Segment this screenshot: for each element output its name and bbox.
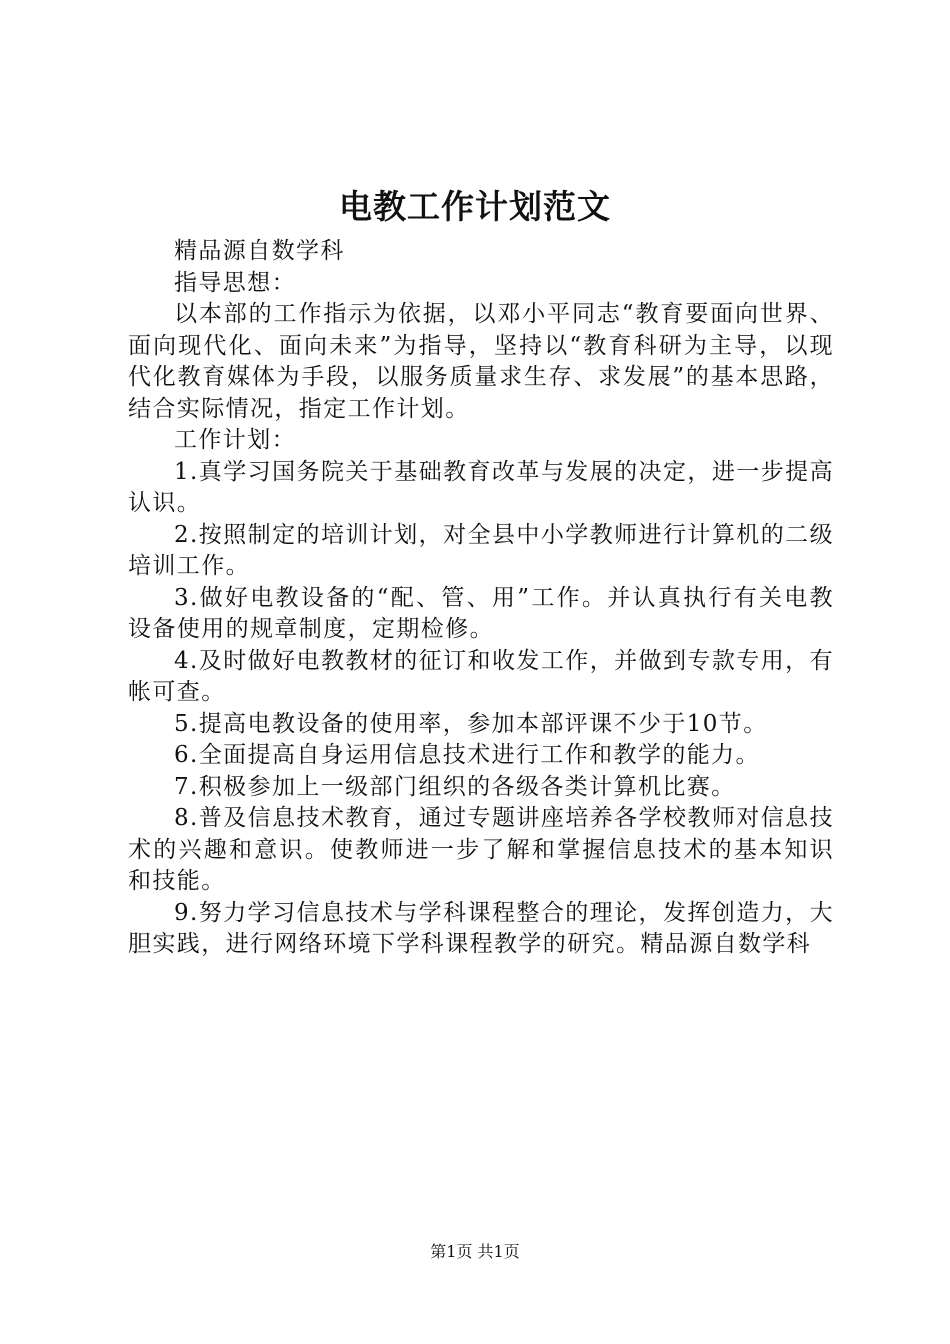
- plan-item-2: 2.按照制定的培训计划，对全县中小学教师进行计算机的二级培训工作。: [128, 521, 834, 579]
- plan-item-8: 8.普及信息技术教育，通过专题讲座培养各学校教师对信息技术的兴趣和意识。使教师进一步了解和掌握信息技术的基本知识和技能。: [128, 805, 834, 894]
- page-footer: 第1页 共1页: [430, 1242, 520, 1261]
- document-title: 电教工作计划范文: [339, 187, 611, 226]
- plan-item-4: 4.及时做好电教教材的征订和收发工作，并做到专款专用，有帐可查。: [128, 647, 834, 705]
- plan-item-6: 6.全面提高自身运用信息技术进行工作和教学的能力。: [174, 742, 760, 768]
- plan-item-7: 7.积极参加上一级部门组织的各级各类计算机比赛。: [174, 773, 736, 800]
- plan-item-5: 5.提高电教设备的使用率，参加本部评课不少于10节。: [174, 710, 768, 737]
- paragraph-plan-heading: 工作计划：: [174, 427, 296, 453]
- plan-item-3: 3.做好电教设备的“配、管、用”工作。并认真执行有关电教设备使用的规章制度，定期检修。: [128, 584, 834, 642]
- paragraph-guiding-heading: 指导思想：: [174, 269, 296, 296]
- paragraph-source: 精品源自数学科: [174, 238, 345, 264]
- plan-item-1: 1.真学习国务院关于基础教育改革与发展的决定，进一步提高认识。: [128, 458, 834, 516]
- paragraph-guiding-text: 以本部的工作指示为依据，以邓小平同志“教育要面向世界、面向现代化、面向未来”为指导，坚持以“教育科研为主导，以现代化教育媒体为手段，以服务质量求生存、求发展”的基本思路，结合实际情况，指定工作计划。: [128, 301, 834, 422]
- document-body: [128, 236, 834, 961]
- plan-item-9: 9.努力学习信息技术与学科课程整合的理论，发挥创造力，大胆实践，进行网络环境下学科课程教学的研究。精品源自数学科: [128, 899, 834, 957]
